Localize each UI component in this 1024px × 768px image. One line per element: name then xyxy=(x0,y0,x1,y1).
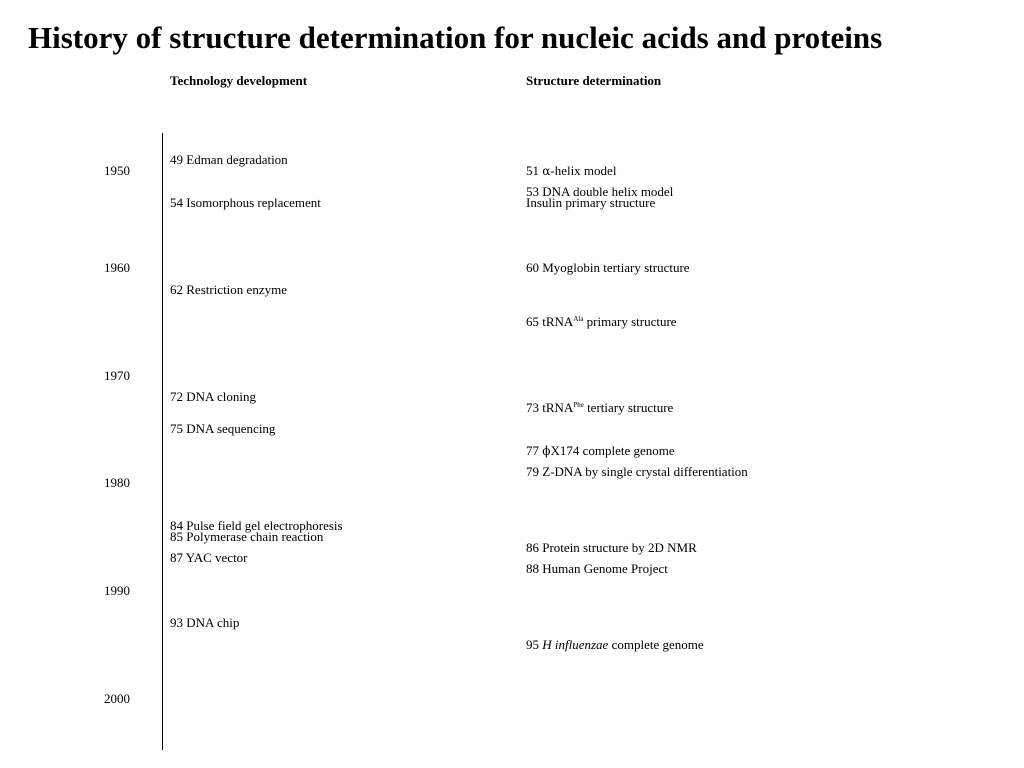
page-title: History of structure determination for nucleic acids and proteins xyxy=(28,20,883,55)
superscript-phe: Phe xyxy=(573,401,584,409)
tech-event-dna-sequencing: 75 DNA sequencing xyxy=(170,421,276,436)
event-text: complete genome xyxy=(608,637,704,652)
struct-event-insulin: Insulin primary structure xyxy=(526,195,656,210)
struct-event-protein-nmr: 86 Protein structure by 2D NMR xyxy=(526,540,697,555)
species-name: H influenzae xyxy=(542,637,609,652)
tech-event-pcr: 85 Polymerase chain reaction xyxy=(170,529,324,544)
event-text: 73 tRNA xyxy=(526,400,574,415)
tech-event-edman: 49 Edman degradation xyxy=(170,152,288,167)
technology-column-header: Technology development xyxy=(170,73,308,88)
event-year-prefix: 51 xyxy=(526,163,543,178)
event-text: X174 complete genome xyxy=(550,443,675,458)
year-label-1950: 1950 xyxy=(104,163,130,178)
struct-event-trna-phe xyxy=(526,401,673,414)
structure-column-header: Structure determination xyxy=(526,73,662,88)
tech-event-dna-cloning: 72 DNA cloning xyxy=(170,389,256,404)
tech-event-pulse-field: 84 Pulse field gel electrophoresis xyxy=(170,518,343,533)
tech-event-restriction-enzyme: 62 Restriction enzyme xyxy=(170,282,287,297)
struct-event-z-dna: 79 Z-DNA by single crystal differentiation xyxy=(526,464,748,479)
timeline-axis xyxy=(162,133,163,750)
year-label-1970: 1970 xyxy=(104,368,130,383)
tech-event-yac-vector: 87 YAC vector xyxy=(170,550,248,565)
event-year-prefix: 77 xyxy=(526,443,543,458)
superscript-ala: Ala xyxy=(573,315,584,323)
event-text: primary structure xyxy=(583,314,677,329)
tech-event-dna-chip: 93 DNA chip xyxy=(170,615,240,630)
event-year-prefix: 95 xyxy=(526,637,543,652)
year-label-1960: 1960 xyxy=(104,260,130,275)
event-text: -helix model xyxy=(550,163,617,178)
alpha-symbol: α xyxy=(542,164,551,178)
year-label-2000: 2000 xyxy=(104,691,130,706)
struct-event-trna-ala xyxy=(526,315,677,328)
tech-event-isomorphous: 54 Isomorphous replacement xyxy=(170,195,321,210)
struct-event-dna-double-helix: 53 DNA double helix model xyxy=(526,184,674,199)
struct-event-human-genome: 88 Human Genome Project xyxy=(526,561,668,576)
event-text: 65 tRNA xyxy=(526,314,574,329)
struct-event-phix174 xyxy=(526,444,675,458)
phi-symbol: ϕ xyxy=(542,444,551,458)
year-label-1980: 1980 xyxy=(104,475,130,490)
struct-event-h-influenzae xyxy=(526,638,704,651)
struct-event-alpha-helix xyxy=(526,164,616,178)
event-text: tertiary structure xyxy=(583,400,674,415)
year-label-1990: 1990 xyxy=(104,583,130,598)
struct-event-myoglobin: 60 Myoglobin tertiary structure xyxy=(526,260,690,275)
